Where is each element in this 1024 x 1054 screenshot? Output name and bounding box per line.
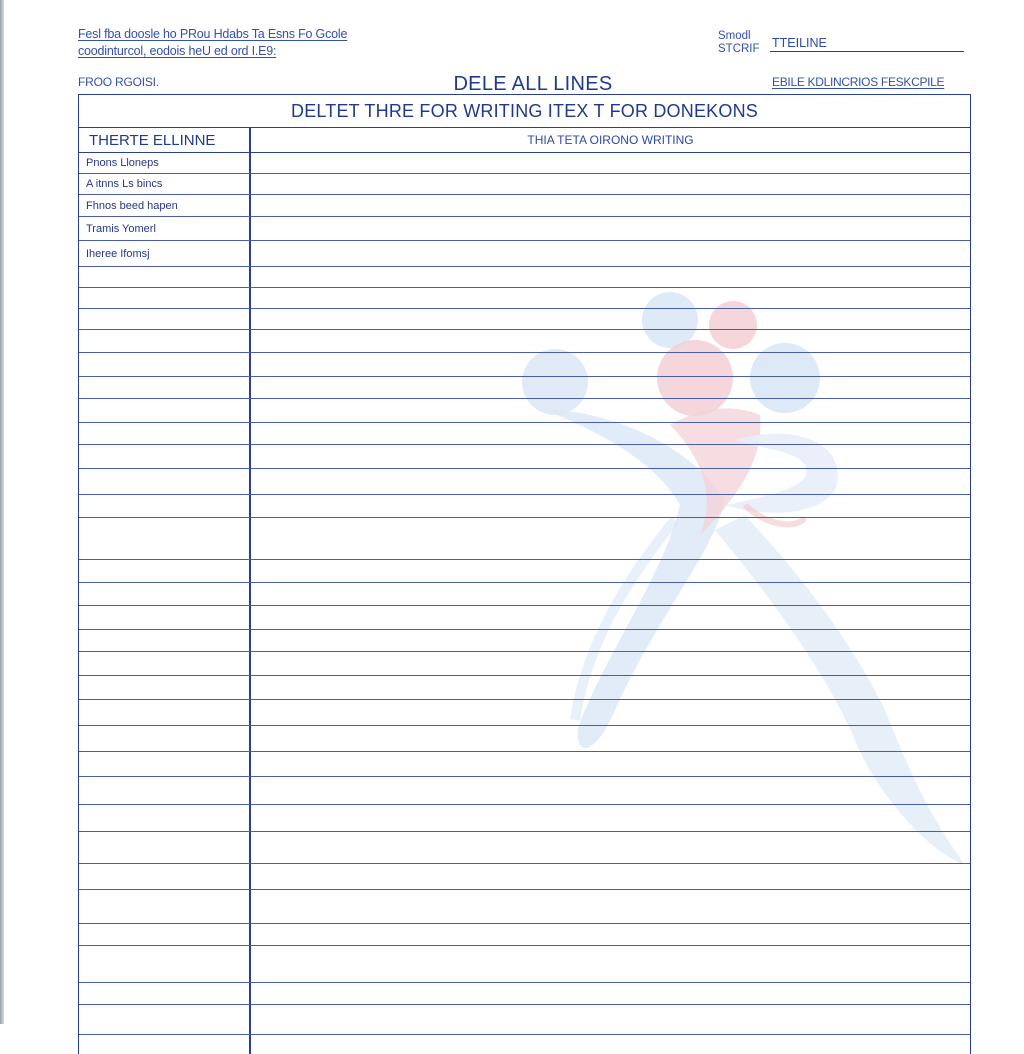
form-row[interactable] xyxy=(79,630,970,652)
form-row[interactable] xyxy=(79,583,970,606)
form-row[interactable] xyxy=(79,805,970,832)
form-row[interactable] xyxy=(79,518,970,560)
side-labels xyxy=(718,30,760,56)
form-row[interactable] xyxy=(79,1005,970,1035)
form-row[interactable] xyxy=(79,832,970,864)
row-label: Iheree Ifomsj xyxy=(86,247,150,260)
form-row[interactable] xyxy=(79,353,970,377)
form-row[interactable] xyxy=(79,153,970,174)
title-field[interactable]: TTEILINE xyxy=(770,36,964,52)
form-row[interactable] xyxy=(79,445,970,469)
row-label: Tramis Yomerl xyxy=(86,222,156,235)
form-banner: DELTET THRE FOR WRITING ITEX T FOR DONEKONS xyxy=(79,95,970,128)
form-row[interactable] xyxy=(79,560,970,583)
form-row[interactable] xyxy=(79,983,970,1005)
form-row[interactable] xyxy=(79,777,970,805)
form-row[interactable] xyxy=(79,195,970,217)
from-label: FROO RGOISI. xyxy=(78,75,159,89)
form-row[interactable] xyxy=(79,399,970,423)
form-row[interactable] xyxy=(79,652,970,676)
form-row[interactable] xyxy=(79,288,970,309)
form-row[interactable] xyxy=(79,217,970,241)
page-edge-shadow xyxy=(0,0,4,1024)
form-row[interactable] xyxy=(79,946,970,983)
writing-form xyxy=(78,94,971,1054)
row-label: Fhnos beed hapen xyxy=(86,199,178,212)
form-row[interactable] xyxy=(79,469,970,495)
form-row[interactable] xyxy=(79,377,970,399)
document-title: DELE ALL LINES xyxy=(453,73,613,95)
column-2-header: THIA TETA OIRONO WRITING xyxy=(527,133,694,147)
column-1-header: THERTE ELLINNE xyxy=(89,131,216,149)
header-instructions-line-2: coodinturcol, eodois heU ed ord I.E9: xyxy=(78,44,277,58)
form-row[interactable] xyxy=(79,924,970,946)
form-row[interactable] xyxy=(79,330,970,353)
form-rows xyxy=(79,153,970,1035)
form-row[interactable] xyxy=(79,864,970,890)
form-row[interactable] xyxy=(79,890,970,924)
form-row[interactable] xyxy=(79,309,970,330)
side-label-2: STCRIF xyxy=(718,43,760,55)
form-row[interactable] xyxy=(79,267,970,288)
form-row[interactable] xyxy=(79,700,970,726)
form-row[interactable] xyxy=(79,495,970,518)
row-label: Pnons Lloneps xyxy=(86,157,159,169)
right-note: EBILE KDLINCRIOS FESKCPILE xyxy=(772,75,945,89)
form-row[interactable] xyxy=(79,752,970,777)
header-instructions-line-1: Fesl fba doosle ho PRou Hdabs Ta Esns Fo Gcole xyxy=(78,27,348,41)
column-header-row xyxy=(79,128,970,153)
form-row[interactable] xyxy=(79,241,970,267)
form-row[interactable] xyxy=(79,423,970,445)
side-label-1: Smodl xyxy=(718,30,751,42)
form-row[interactable] xyxy=(79,606,970,630)
row-label: A itnns Ls bincs xyxy=(86,178,163,190)
form-row[interactable] xyxy=(79,174,970,195)
form-row[interactable] xyxy=(79,726,970,752)
form-row[interactable] xyxy=(79,676,970,700)
header-instructions xyxy=(78,26,347,60)
